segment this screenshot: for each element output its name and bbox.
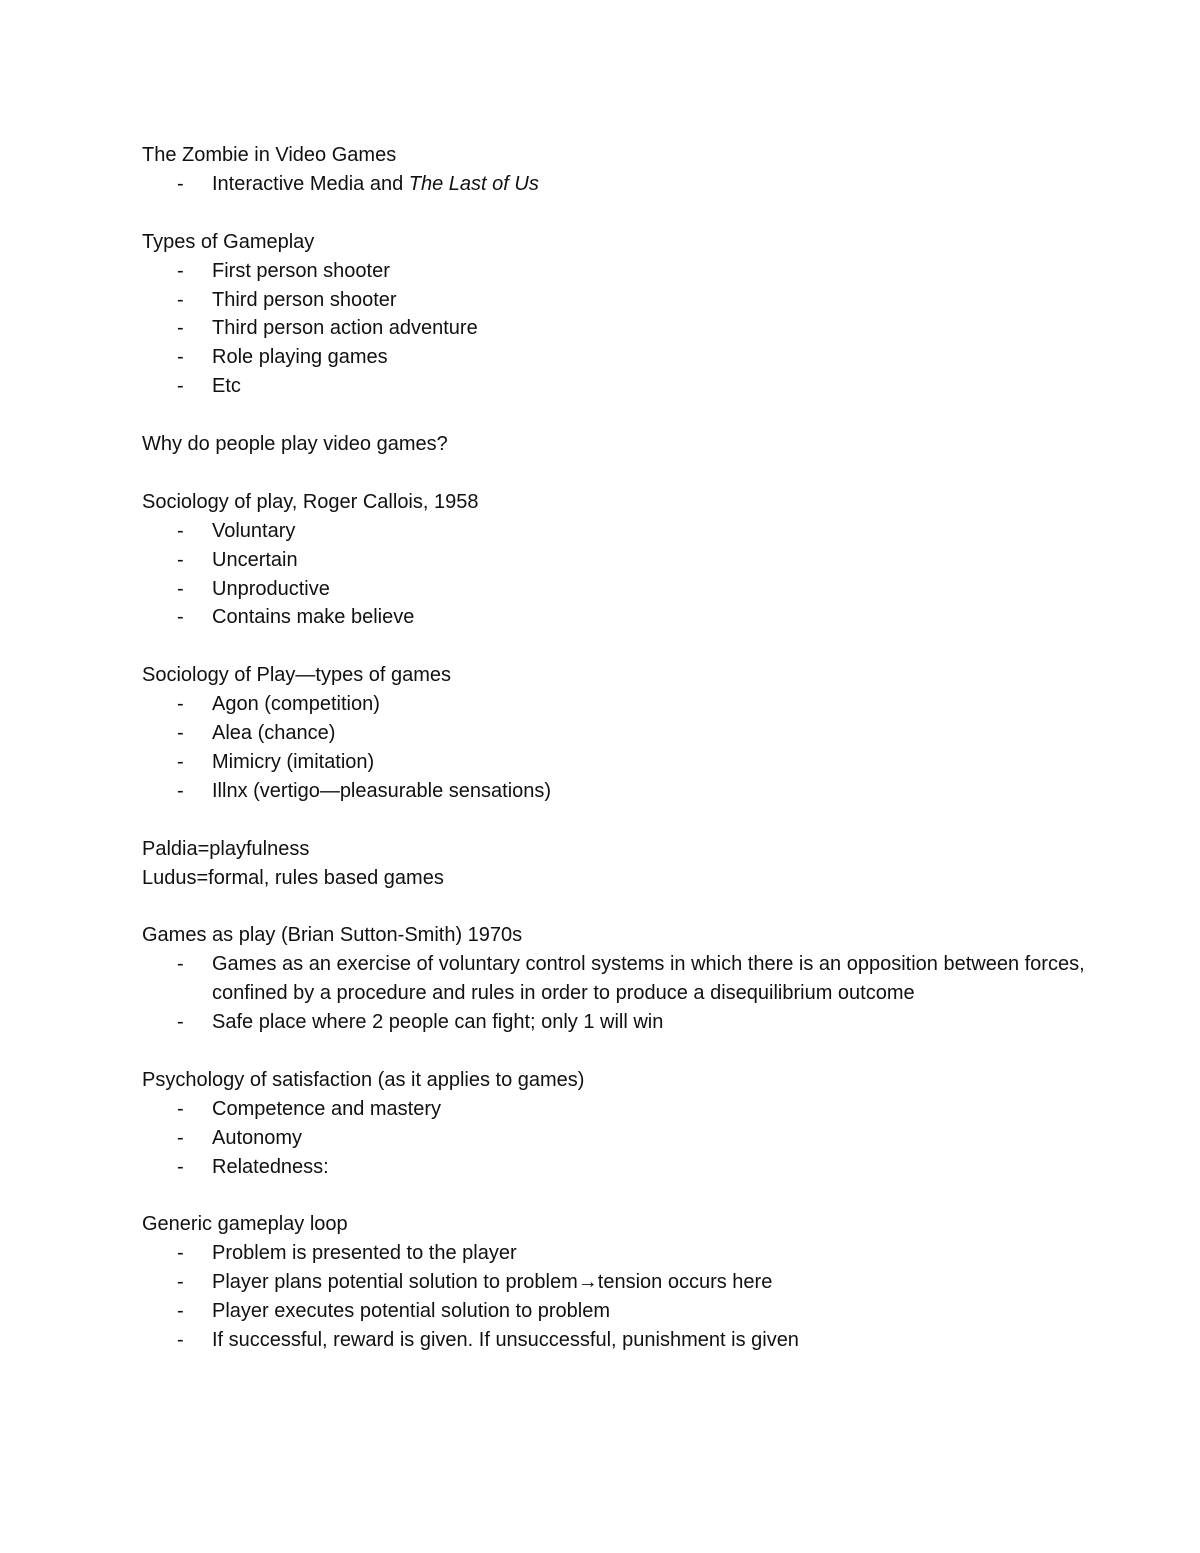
bullet-item	[142, 170, 1102, 199]
bullet-text	[212, 1008, 1102, 1037]
section-heading: Sociology of Play—types of games	[142, 664, 452, 687]
bullet-dash: -	[177, 288, 184, 311]
text-run: Unproductive	[212, 577, 330, 600]
bullet-list	[142, 257, 1102, 402]
section-heading: Types of Gameplay	[142, 230, 315, 253]
text-run: Problem is presented to the player	[212, 1242, 517, 1265]
bullet-item	[142, 1153, 1102, 1182]
bullet-dash: -	[177, 722, 184, 745]
bullet-dash: -	[177, 779, 184, 802]
text-run: Agon (competition)	[212, 693, 380, 716]
paragraph-spacer	[142, 892, 1102, 921]
bullet-dash: -	[177, 346, 184, 369]
bullet-text	[212, 257, 1102, 286]
text-run: Competence and mastery	[212, 1097, 442, 1120]
paragraph-spacer	[142, 459, 1102, 488]
bullet-text	[212, 1095, 1102, 1124]
text-run: Player executes potential solution to problem	[212, 1300, 611, 1323]
bullet-list	[142, 690, 1102, 806]
bullet-text	[212, 603, 1102, 632]
bullet-text	[212, 343, 1102, 372]
bullet-dash: -	[177, 1329, 184, 1352]
bullet-text	[212, 1326, 1102, 1355]
bullet-text	[212, 777, 1102, 806]
text-run: Alea (chance)	[212, 722, 336, 745]
section-heading: The Zombie in Video Games	[142, 144, 397, 166]
bullet-dash: -	[177, 953, 184, 976]
bullet-item	[142, 546, 1102, 575]
bullet-item	[142, 777, 1102, 806]
bullet-text	[212, 1239, 1102, 1268]
bullet-dash: -	[177, 172, 184, 195]
bullet-list	[142, 950, 1102, 1037]
bullet-text	[212, 314, 1102, 343]
bullet-text	[212, 575, 1102, 604]
bullet-dash: -	[177, 519, 184, 542]
bullet-dash: -	[177, 693, 184, 716]
bullet-list	[142, 1095, 1102, 1182]
bullet-item	[142, 517, 1102, 546]
text-run: Games as an exercise of voluntary control systems in which there is an opposition between forces, confined by a procedure and rules in order to produce a disequilibrium outcome	[212, 953, 1085, 1005]
text-run: Uncertain	[212, 548, 298, 571]
italic-title: The Last of Us	[408, 172, 539, 195]
document-body	[142, 141, 1102, 1355]
paragraph-spacer	[142, 806, 1102, 835]
bullet-text	[212, 517, 1102, 546]
text-run: Relatedness:	[212, 1155, 329, 1178]
bullet-text	[212, 286, 1102, 315]
text-run: Contains make believe	[212, 606, 415, 629]
bullet-item	[142, 343, 1102, 372]
bullet-dash: -	[177, 1011, 184, 1034]
paragraph-spacer	[142, 1182, 1102, 1211]
bullet-dash: -	[177, 1155, 184, 1178]
bullet-item	[142, 1095, 1102, 1124]
section-heading: Ludus=formal, rules based games	[142, 866, 444, 889]
bullet-item	[142, 286, 1102, 315]
section-heading: Generic gameplay loop	[142, 1213, 348, 1236]
text-run: Mimicry (imitation)	[212, 750, 375, 773]
text-run: Autonomy	[212, 1126, 303, 1149]
bullet-item	[142, 1268, 1102, 1297]
section	[142, 141, 1102, 199]
bullet-text	[212, 690, 1102, 719]
bullet-item	[142, 719, 1102, 748]
paragraph-spacer	[142, 199, 1102, 228]
bullet-text	[212, 170, 1102, 199]
bullet-dash: -	[177, 1097, 184, 1120]
bullet-item	[142, 950, 1102, 1008]
bullet-item	[142, 257, 1102, 286]
bullet-dash: -	[177, 1242, 184, 1265]
text-run: Illnx (vertigo—pleasurable sensations)	[212, 779, 552, 802]
section	[142, 430, 1102, 459]
bullet-dash: -	[177, 317, 184, 340]
section	[142, 488, 1102, 633]
bullet-dash: -	[177, 577, 184, 600]
paragraph-spacer	[142, 401, 1102, 430]
bullet-text	[212, 1268, 1102, 1297]
section-heading: Sociology of play, Roger Callois, 1958	[142, 490, 479, 513]
text-run: Player plans potential solution to problem→tension occurs here	[212, 1271, 773, 1294]
bullet-text	[212, 372, 1102, 401]
bullet-dash: -	[177, 548, 184, 571]
bullet-text	[212, 546, 1102, 575]
text-run: If successful, reward is given. If unsuccessful, punishment is given	[212, 1329, 799, 1352]
section-heading: Paldia=playfulness	[142, 837, 310, 860]
section-heading: Psychology of satisfaction (as it applies to games)	[142, 1068, 585, 1091]
section-heading: Why do people play video games?	[142, 433, 448, 456]
bullet-item	[142, 1124, 1102, 1153]
bullet-list	[142, 170, 1102, 199]
section	[142, 661, 1102, 806]
text-run: Safe place where 2 people can fight; only 1 will win	[212, 1011, 664, 1034]
bullet-item	[142, 372, 1102, 401]
bullet-text	[212, 719, 1102, 748]
text-run: Third person action adventure	[212, 317, 478, 340]
bullet-item	[142, 748, 1102, 777]
section-heading: Games as play (Brian Sutton-Smith) 1970s	[142, 924, 523, 947]
section	[142, 1066, 1102, 1182]
text-run: Role playing games	[212, 346, 388, 369]
bullet-dash: -	[177, 606, 184, 629]
bullet-dash: -	[177, 1271, 184, 1294]
text-run: Third person shooter	[212, 288, 397, 311]
bullet-dash: -	[177, 375, 184, 398]
paragraph-spacer	[142, 632, 1102, 661]
bullet-text	[212, 1153, 1102, 1182]
bullet-item	[142, 603, 1102, 632]
section	[142, 835, 1102, 893]
text-run: Etc	[212, 375, 241, 398]
section	[142, 228, 1102, 401]
bullet-text	[212, 950, 1102, 1008]
bullet-text	[212, 748, 1102, 777]
bullet-text	[212, 1297, 1102, 1326]
bullet-item	[142, 690, 1102, 719]
text-run: First person shooter	[212, 259, 390, 282]
bullet-dash: -	[177, 259, 184, 282]
section	[142, 1210, 1102, 1355]
bullet-item	[142, 1008, 1102, 1037]
bullet-dash: -	[177, 1126, 184, 1149]
bullet-item	[142, 1297, 1102, 1326]
bullet-item	[142, 1239, 1102, 1268]
bullet-dash: -	[177, 750, 184, 773]
bullet-item	[142, 575, 1102, 604]
bullet-item	[142, 314, 1102, 343]
text-run: Voluntary	[212, 519, 296, 542]
bullet-list	[142, 1239, 1102, 1355]
paragraph-spacer	[142, 1037, 1102, 1066]
bullet-text	[212, 1124, 1102, 1153]
text-run: Interactive Media and	[212, 172, 409, 195]
bullet-item	[142, 1326, 1102, 1355]
section	[142, 921, 1102, 1037]
bullet-list	[142, 517, 1102, 633]
bullet-dash: -	[177, 1300, 184, 1323]
